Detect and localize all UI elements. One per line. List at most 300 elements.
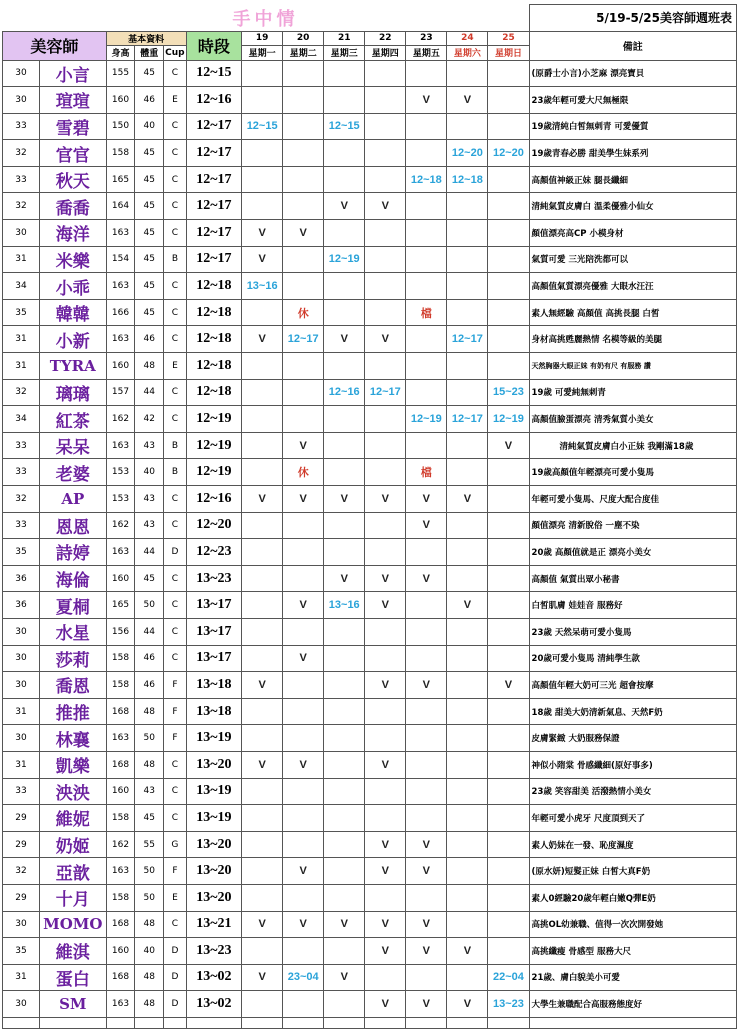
weekday-header: 星期二 — [283, 45, 324, 60]
day-schedule-cell — [406, 618, 447, 645]
cup-cell: D — [164, 938, 187, 965]
day-schedule-cell — [406, 326, 447, 353]
height-cell: 163 — [106, 858, 135, 885]
day-schedule-cell — [488, 645, 529, 672]
weight-cell: 48 — [135, 751, 164, 778]
day-schedule-cell — [488, 592, 529, 619]
height-cell: 163 — [106, 220, 135, 247]
day-schedule-cell — [406, 778, 447, 805]
time-slot-cell: 12~18 — [186, 326, 241, 353]
cup-cell: D — [164, 991, 187, 1018]
cup-cell: G — [164, 831, 187, 858]
day-schedule-cell: V — [365, 831, 406, 858]
weight-cell: 48 — [135, 911, 164, 938]
day-schedule-cell — [488, 698, 529, 725]
day-schedule-cell — [406, 353, 447, 380]
day-schedule-cell — [488, 858, 529, 885]
day-schedule-cell — [324, 273, 365, 300]
cup-cell: F — [164, 858, 187, 885]
day-schedule-cell — [324, 858, 365, 885]
day-schedule-cell: V — [283, 486, 324, 513]
day-schedule-cell — [488, 618, 529, 645]
day-schedule-cell — [447, 618, 488, 645]
day-schedule-cell — [324, 60, 365, 87]
height-cell: 163 — [106, 725, 135, 752]
height-cell: 163 — [106, 991, 135, 1018]
table-row — [3, 193, 737, 220]
day-schedule-cell — [242, 645, 283, 672]
beautician-name: 水星 — [39, 618, 106, 645]
weight-cell: 45 — [135, 193, 164, 220]
beautician-name: 蛋白 — [39, 964, 106, 991]
time-slot-cell: 13~19 — [186, 725, 241, 752]
day-schedule-cell — [324, 645, 365, 672]
day-schedule-cell — [406, 246, 447, 273]
day-schedule-cell — [365, 406, 406, 433]
day-schedule-cell: V — [365, 193, 406, 220]
height-cell: 158 — [106, 805, 135, 832]
column-header-notes: 備註 — [529, 31, 736, 60]
column-header-height: 身高 — [106, 45, 135, 60]
day-schedule-cell — [283, 778, 324, 805]
day-schedule-cell — [242, 831, 283, 858]
weight-cell: 43 — [135, 512, 164, 539]
day-schedule-cell — [242, 299, 283, 326]
table-row — [3, 512, 737, 539]
day-schedule-cell: 12~20 — [447, 140, 488, 167]
day-schedule-cell — [447, 778, 488, 805]
height-cell: 165 — [106, 166, 135, 193]
empty-cell — [3, 1017, 40, 1028]
table-row — [3, 698, 737, 725]
day-schedule-cell — [447, 220, 488, 247]
age-cell: 34 — [3, 406, 40, 433]
day-schedule-cell — [488, 220, 529, 247]
height-cell: 163 — [106, 326, 135, 353]
age-cell: 32 — [3, 193, 40, 220]
cup-cell: C — [164, 273, 187, 300]
weight-cell: 48 — [135, 698, 164, 725]
day-number-header: 21 — [324, 31, 365, 45]
height-cell: 156 — [106, 618, 135, 645]
empty-cell — [488, 1017, 529, 1028]
day-schedule-cell — [365, 432, 406, 459]
day-schedule-cell — [406, 698, 447, 725]
note-cell: 素人無經驗 高顏值 高挑長腿 白皙 — [529, 299, 736, 326]
height-cell: 160 — [106, 938, 135, 965]
table-row — [3, 459, 737, 486]
cup-cell: D — [164, 539, 187, 566]
age-cell: 31 — [3, 326, 40, 353]
table-row — [3, 273, 737, 300]
day-schedule-cell — [324, 831, 365, 858]
day-schedule-cell: V — [283, 911, 324, 938]
note-cell: 年輕可愛小虎牙 尺度頂到天了 — [529, 805, 736, 832]
beautician-name: 璃璃 — [39, 379, 106, 406]
date-range-label: 5/19-5/25美容師週班表 — [529, 5, 736, 32]
beautician-name: 林襄 — [39, 725, 106, 752]
time-slot-cell: 12~18 — [186, 379, 241, 406]
day-schedule-cell — [488, 353, 529, 380]
weight-cell: 43 — [135, 432, 164, 459]
cup-cell: B — [164, 432, 187, 459]
time-slot-cell: 12~17 — [186, 220, 241, 247]
note-cell: 皮膚緊緻 大奶服務保證 — [529, 725, 736, 752]
day-schedule-cell: V — [242, 672, 283, 699]
age-cell: 33 — [3, 459, 40, 486]
age-cell: 33 — [3, 778, 40, 805]
empty-cell — [365, 1017, 406, 1028]
weekday-header: 星期四 — [365, 45, 406, 60]
weekday-header: 星期一 — [242, 45, 283, 60]
cup-cell: C — [164, 326, 187, 353]
note-cell: 23歲 天然呆萌可愛小隻馬 — [529, 618, 736, 645]
time-slot-cell: 12~15 — [186, 60, 241, 87]
beautician-name: 米樂 — [39, 246, 106, 273]
height-cell: 160 — [106, 565, 135, 592]
age-cell: 30 — [3, 645, 40, 672]
weight-cell: 48 — [135, 353, 164, 380]
time-slot-cell: 12~23 — [186, 539, 241, 566]
day-schedule-cell: V — [365, 751, 406, 778]
day-schedule-cell — [324, 751, 365, 778]
cup-cell: C — [164, 565, 187, 592]
day-schedule-cell — [283, 273, 324, 300]
time-slot-cell: 13~20 — [186, 884, 241, 911]
cup-cell: C — [164, 193, 187, 220]
day-schedule-cell — [365, 166, 406, 193]
weight-cell: 50 — [135, 858, 164, 885]
time-slot-cell: 12~17 — [186, 166, 241, 193]
table-row — [3, 884, 737, 911]
time-slot-cell: 13~02 — [186, 991, 241, 1018]
day-schedule-cell — [406, 220, 447, 247]
table-row — [3, 751, 737, 778]
day-schedule-cell: 13~16 — [242, 273, 283, 300]
time-slot-cell: 12~19 — [186, 406, 241, 433]
note-cell: 顏值漂亮高CP 小模身材 — [529, 220, 736, 247]
cup-cell: C — [164, 645, 187, 672]
cup-cell: F — [164, 698, 187, 725]
day-schedule-cell — [365, 618, 406, 645]
day-schedule-cell — [406, 273, 447, 300]
day-schedule-cell: V — [447, 991, 488, 1018]
note-cell: 顏值漂亮 清新脫俗 一塵不染 — [529, 512, 736, 539]
table-row — [3, 858, 737, 885]
day-schedule-cell — [447, 379, 488, 406]
day-schedule-cell: V — [406, 938, 447, 965]
table-row — [3, 672, 737, 699]
day-schedule-cell — [283, 884, 324, 911]
day-schedule-cell — [242, 698, 283, 725]
day-schedule-cell — [324, 220, 365, 247]
day-schedule-cell — [406, 193, 447, 220]
beautician-name: 海洋 — [39, 220, 106, 247]
beautician-name: 莎莉 — [39, 645, 106, 672]
age-cell: 31 — [3, 353, 40, 380]
time-slot-cell: 13~17 — [186, 645, 241, 672]
note-cell: 素人奶妹在一發、恥度濕度 — [529, 831, 736, 858]
table-row — [3, 326, 737, 353]
day-number-header: 25 — [488, 31, 529, 45]
cup-cell: C — [164, 486, 187, 513]
beautician-name: 亞歆 — [39, 858, 106, 885]
day-schedule-cell — [242, 140, 283, 167]
cup-cell: B — [164, 459, 187, 486]
day-schedule-cell — [283, 539, 324, 566]
day-schedule-cell — [406, 592, 447, 619]
note-cell: 高挑OL幼兼職、值得一次次開發她 — [529, 911, 736, 938]
day-schedule-cell — [283, 512, 324, 539]
empty-cell — [106, 1017, 135, 1028]
day-schedule-cell — [365, 539, 406, 566]
weight-cell: 45 — [135, 299, 164, 326]
day-schedule-cell: V — [447, 938, 488, 965]
day-schedule-cell — [447, 858, 488, 885]
day-schedule-cell — [242, 379, 283, 406]
table-row — [3, 725, 737, 752]
day-number-header: 19 — [242, 31, 283, 45]
day-schedule-cell — [488, 805, 529, 832]
day-schedule-cell — [242, 858, 283, 885]
day-schedule-cell — [324, 432, 365, 459]
day-schedule-cell — [406, 805, 447, 832]
time-slot-cell: 12~18 — [186, 273, 241, 300]
beautician-name: 奶姬 — [39, 831, 106, 858]
day-schedule-cell — [324, 991, 365, 1018]
age-cell: 30 — [3, 725, 40, 752]
day-schedule-cell: 23~04 — [283, 964, 324, 991]
cup-cell: C — [164, 618, 187, 645]
day-schedule-cell: V — [406, 512, 447, 539]
day-schedule-cell — [283, 805, 324, 832]
time-slot-cell: 12~17 — [186, 140, 241, 167]
note-cell: 高顏值年輕大奶可三光 超會按摩 — [529, 672, 736, 699]
day-schedule-cell: 休 — [283, 459, 324, 486]
day-schedule-cell: V — [324, 565, 365, 592]
table-row — [3, 645, 737, 672]
age-cell: 31 — [3, 698, 40, 725]
cup-cell: B — [164, 246, 187, 273]
day-schedule-cell: V — [365, 672, 406, 699]
height-cell: 153 — [106, 459, 135, 486]
day-schedule-cell — [324, 87, 365, 114]
day-schedule-cell — [406, 645, 447, 672]
day-schedule-cell — [324, 140, 365, 167]
day-schedule-cell — [283, 698, 324, 725]
beautician-name: 老婆 — [39, 459, 106, 486]
time-slot-cell: 13~17 — [186, 592, 241, 619]
cup-cell: E — [164, 87, 187, 114]
table-row — [3, 246, 737, 273]
day-schedule-cell — [283, 246, 324, 273]
day-schedule-cell — [242, 805, 283, 832]
day-schedule-cell: 12~15 — [242, 113, 283, 140]
empty-cell — [283, 1017, 324, 1028]
column-header-weight: 體重 — [135, 45, 164, 60]
schedule-title: 手中情 — [3, 5, 530, 32]
note-cell: 23歲 笑容甜美 活潑熱情小美女 — [529, 778, 736, 805]
cup-cell: F — [164, 725, 187, 752]
day-schedule-cell: 12~18 — [447, 166, 488, 193]
day-schedule-cell — [242, 592, 283, 619]
day-schedule-cell — [242, 512, 283, 539]
beautician-name: 喬喬 — [39, 193, 106, 220]
time-slot-cell: 12~18 — [186, 299, 241, 326]
beautician-name: 海倫 — [39, 565, 106, 592]
time-slot-cell: 13~18 — [186, 698, 241, 725]
note-cell: 大學生兼職配合高服務態度好 — [529, 991, 736, 1018]
day-schedule-cell: V — [365, 858, 406, 885]
day-schedule-cell: V — [365, 991, 406, 1018]
height-cell: 158 — [106, 884, 135, 911]
note-cell: 20歲 高顏值就是正 漂亮小美女 — [529, 539, 736, 566]
cup-cell: C — [164, 512, 187, 539]
day-schedule-cell — [406, 539, 447, 566]
height-cell: 155 — [106, 60, 135, 87]
note-cell: 19歲 可愛純無刺青 — [529, 379, 736, 406]
cup-cell: C — [164, 299, 187, 326]
day-schedule-cell — [406, 379, 447, 406]
note-cell: 高顏值臉蛋漂亮 清秀氣質小美女 — [529, 406, 736, 433]
day-schedule-cell — [283, 565, 324, 592]
day-schedule-cell: V — [406, 672, 447, 699]
note-cell: 19歲高顏值年輕漂亮可愛小隻馬 — [529, 459, 736, 486]
beautician-name: 泱泱 — [39, 778, 106, 805]
age-cell: 33 — [3, 113, 40, 140]
day-schedule-cell: V — [324, 326, 365, 353]
table-row — [3, 299, 737, 326]
day-schedule-cell: V — [242, 326, 283, 353]
weekday-header: 星期日 — [488, 45, 529, 60]
table-row — [3, 166, 737, 193]
weight-cell: 44 — [135, 539, 164, 566]
height-cell: 158 — [106, 645, 135, 672]
day-schedule-cell — [242, 353, 283, 380]
note-cell: 20歲可愛小隻馬 清純學生款 — [529, 645, 736, 672]
day-schedule-cell: 12~18 — [406, 166, 447, 193]
time-slot-cell: 13~19 — [186, 805, 241, 832]
day-schedule-cell: V — [406, 911, 447, 938]
day-schedule-cell — [365, 512, 406, 539]
day-schedule-cell: V — [406, 858, 447, 885]
time-slot-cell: 13~23 — [186, 565, 241, 592]
day-schedule-cell — [365, 698, 406, 725]
day-schedule-cell — [283, 406, 324, 433]
note-cell: 高顏值氣質漂亮優雅 大眼水汪汪 — [529, 273, 736, 300]
age-cell: 35 — [3, 299, 40, 326]
beautician-name: 凱樂 — [39, 751, 106, 778]
day-schedule-cell: 12~20 — [488, 140, 529, 167]
day-schedule-cell: 12~19 — [406, 406, 447, 433]
weight-cell: 46 — [135, 672, 164, 699]
age-cell: 30 — [3, 60, 40, 87]
height-cell: 158 — [106, 140, 135, 167]
day-schedule-cell — [283, 166, 324, 193]
weight-cell: 45 — [135, 273, 164, 300]
table-row — [3, 991, 737, 1018]
age-cell: 30 — [3, 220, 40, 247]
table-row — [3, 565, 737, 592]
time-slot-cell: 13~19 — [186, 778, 241, 805]
cup-cell: C — [164, 379, 187, 406]
age-cell: 29 — [3, 831, 40, 858]
time-slot-cell: 12~19 — [186, 459, 241, 486]
time-slot-cell: 13~20 — [186, 751, 241, 778]
day-schedule-cell: 12~19 — [488, 406, 529, 433]
day-schedule-cell — [488, 459, 529, 486]
height-cell: 168 — [106, 751, 135, 778]
weight-cell: 45 — [135, 565, 164, 592]
empty-cell — [186, 1017, 241, 1028]
day-schedule-cell — [447, 459, 488, 486]
day-schedule-cell: V — [406, 565, 447, 592]
height-cell: 154 — [106, 246, 135, 273]
day-schedule-cell — [324, 539, 365, 566]
age-cell: 31 — [3, 751, 40, 778]
day-schedule-cell — [324, 459, 365, 486]
day-schedule-cell: 檔 — [406, 299, 447, 326]
weight-cell: 40 — [135, 459, 164, 486]
day-schedule-cell — [283, 938, 324, 965]
day-schedule-cell — [365, 87, 406, 114]
day-schedule-cell — [447, 193, 488, 220]
day-schedule-cell — [242, 565, 283, 592]
day-schedule-cell: V — [447, 87, 488, 114]
day-schedule-cell — [447, 725, 488, 752]
note-cell: 身材高挑甦麗熱情 名模等級的美腿 — [529, 326, 736, 353]
weight-cell: 48 — [135, 964, 164, 991]
day-schedule-cell: V — [488, 672, 529, 699]
note-cell: 白皙肌膚 娃娃音 服務好 — [529, 592, 736, 619]
beautician-name: 秋天 — [39, 166, 106, 193]
beautician-name: 小新 — [39, 326, 106, 353]
age-cell: 32 — [3, 140, 40, 167]
day-schedule-cell — [447, 246, 488, 273]
note-cell: 天然胸器大眼正妹 有奶有尺 有服務 讚 — [529, 353, 736, 380]
table-row — [3, 60, 737, 87]
day-schedule-cell: 13~16 — [324, 592, 365, 619]
weight-cell: 45 — [135, 140, 164, 167]
day-schedule-cell — [365, 220, 406, 247]
age-cell: 31 — [3, 964, 40, 991]
day-schedule-cell: V — [406, 486, 447, 513]
day-schedule-cell: V — [242, 911, 283, 938]
note-cell: 氣質可愛 三光陪洗都可以 — [529, 246, 736, 273]
day-schedule-cell — [447, 964, 488, 991]
day-schedule-cell — [488, 486, 529, 513]
height-cell: 166 — [106, 299, 135, 326]
empty-cell — [135, 1017, 164, 1028]
cup-cell: E — [164, 353, 187, 380]
age-cell: 31 — [3, 246, 40, 273]
age-cell: 36 — [3, 565, 40, 592]
weight-cell: 40 — [135, 113, 164, 140]
note-cell: 清純氣質皮膚白小正妹 我剛滿18歲 — [529, 432, 736, 459]
height-cell: 162 — [106, 831, 135, 858]
empty-cell — [242, 1017, 283, 1028]
weight-cell: 43 — [135, 486, 164, 513]
age-cell: 30 — [3, 991, 40, 1018]
day-schedule-cell — [488, 113, 529, 140]
day-schedule-cell: V — [488, 432, 529, 459]
weekday-header: 星期三 — [324, 45, 365, 60]
table-row — [3, 379, 737, 406]
day-schedule-cell — [324, 353, 365, 380]
height-cell: 163 — [106, 539, 135, 566]
day-schedule-cell — [488, 778, 529, 805]
day-schedule-cell: 休 — [283, 299, 324, 326]
